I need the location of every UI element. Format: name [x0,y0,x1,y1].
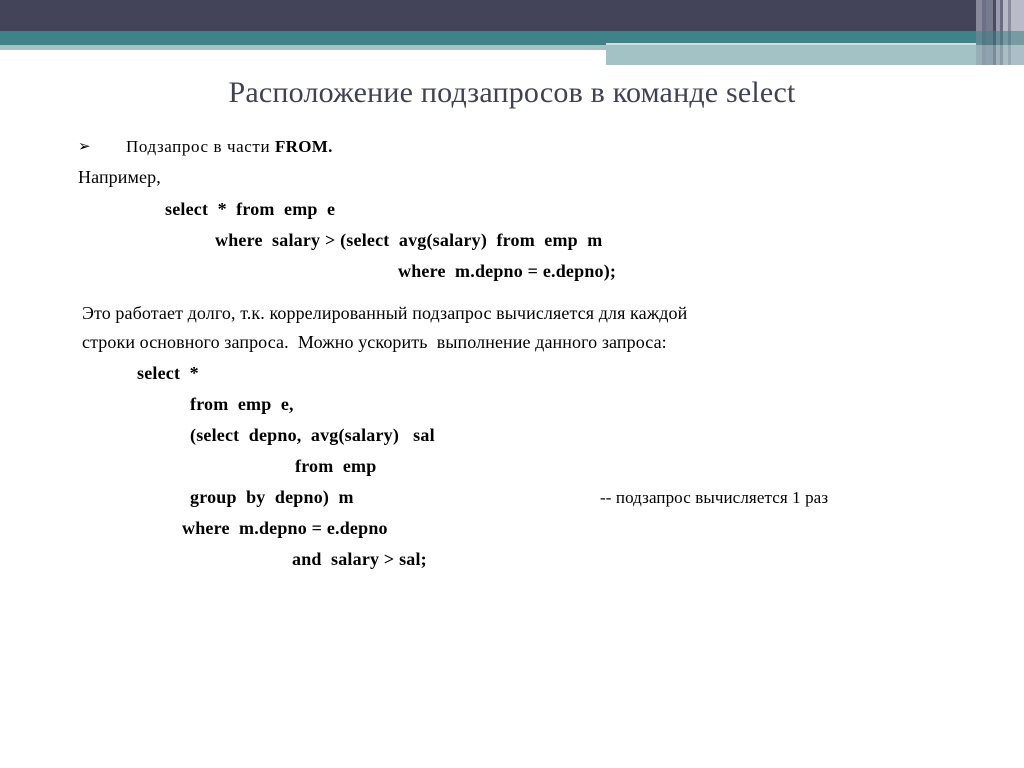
code2-line-2: from emp e, [190,394,294,414]
code1-line-2: where salary > (select avg(salary) from emp m [215,230,603,250]
bullet-text-regular: Подзапрос в части [126,137,275,156]
page-title: Расположение подзапросов в команде select [228,76,796,109]
slide-body [0,137,1024,569]
bullet-item-label [126,138,333,155]
stripe-overlay-teal [976,31,1024,45]
code2-line-3: (select depno, avg(salary) sal [190,425,435,445]
arrow-bullet-icon: ➢ [78,137,91,155]
header-band-light-left [0,45,606,50]
header-band-light-right [606,45,1024,65]
paragraph-line-2: строки основного запроса. Можно ускорить выполнение данного запроса: [82,332,667,352]
code2-inline-comment: -- подзапрос вычисляется 1 раз [600,488,829,507]
slide-header-decoration [0,0,1024,70]
paragraph-line-1: Это работает долго, т.к. коррелированный подзапрос вычисляется для каждой [82,303,688,323]
code2-line-1: select * [137,363,199,383]
stripe-overlay-light [976,45,1024,65]
code2-line-4: from emp [295,456,377,476]
code2-line-5: group by depno) m [190,487,354,507]
header-band-navy [0,0,1024,31]
code1-line-3: where m.depno = e.depno); [398,261,617,281]
bullet-item-from-subquery [0,138,1024,164]
code1-line-1: select * from emp e [165,199,336,219]
example-label: Например, [78,167,161,187]
bullet-text-bold: FROM. [275,137,333,156]
code2-line-7: and salary > sal; [292,549,427,569]
code2-line-6: where m.depno = e.depno [182,518,388,538]
